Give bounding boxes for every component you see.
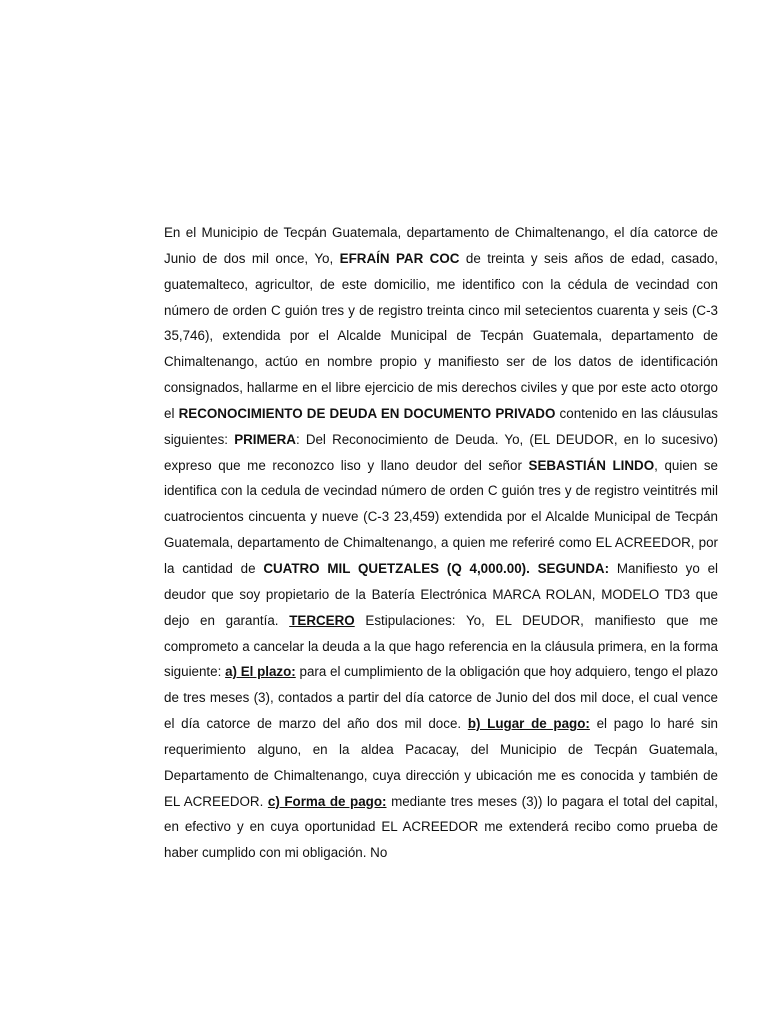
bold-text-segment: SEBASTIÁN LINDO <box>528 457 655 473</box>
text-segment: En el Municipio de Tecpán Guatemala, departamento de Chimaltenango, el día catorce de Junio de dos mil once, Yo, <box>164 225 718 266</box>
text-segment: para el cumplimiento de la obligación que hoy adquiero, tengo el plazo de tres meses (3), contados a partir del día catorce de Junio del dos mil doce, el cual vence el día catorce de marzo del año dos mil doce. <box>164 664 718 732</box>
text-segment: : Del Reconocimiento de Deuda. Yo, (EL DEUDOR, en lo sucesivo) expreso que me reconozco liso y llano deudor del señor <box>164 431 718 473</box>
document-body-paragraph <box>164 220 718 866</box>
bold-underlined-heading-segment: c) Forma de pago: <box>267 793 387 809</box>
text-segment: mediante tres meses (3)) lo pagara el total del capital, en efectivo y en cuya oportunidad EL ACREEDOR me extenderá recibo como prueba de haber cumplido con mi obligación. No <box>164 793 718 861</box>
text-segment: de treinta y seis años de edad, casado, guatemalteco, agricultor, de este domicilio, me identifico con la cédula de vecindad con número de orden C guión tres y de registro treinta cinco mil setecientos cuarenta y seis (C-3 35,746), extendida por el Alcalde Municipal de Tecpán Guatemala, departamento de Chimaltenango, actúo en nombre propio y manifiesto ser de los datos de identificación consignados, hallarme en el libre ejercicio de mis derechos civiles y que por este acto otorgo el <box>164 250 718 421</box>
text-segment: contenido en las cláusulas siguientes: <box>164 405 718 447</box>
bold-underlined-heading-segment: TERCERO <box>289 612 355 628</box>
text-segment: Manifiesto yo el deudor que soy propietario de la Batería Electrónica MARCA ROLAN, MODELO TD3 que dejo en garantía. <box>164 560 718 628</box>
bold-underlined-heading-segment: b) Lugar de pago: <box>467 716 590 732</box>
text-segment: Estipulaciones: Yo, EL DEUDOR, manifiesto que me comprometo a cancelar la deuda a la que hago referencia en la cláusula primera, en la forma siguiente: <box>164 612 718 680</box>
bold-text-segment: CUATRO MIL QUETZALES (Q 4,000.00). SEGUNDA: <box>263 560 610 576</box>
text-segment: , quien se identifica con la cedula de vecindad número de orden C guión tres y de registro veintitrés mil cuatrocientos cincuenta y nueve (C-3 23,459) extendida por el Alcalde Municipal de Tecpán Guatemala, departamento de Chimaltenango, a quien me referiré como EL ACREEDOR, por la cantidad de <box>164 457 718 576</box>
bold-text-segment: PRIMERA <box>234 431 296 447</box>
bold-text-segment: EFRAÍN PAR COC <box>339 250 460 266</box>
text-segment: el pago lo haré sin requerimiento alguno, en la aldea Pacacay, del Municipio de Tecpán Guatemala, Departamento de Chimaltenango, cuya dirección y ubicación me es conocida y también de EL ACREEDOR. <box>164 716 718 809</box>
bold-text-segment: RECONOCIMIENTO DE DEUDA EN DOCUMENTO PRIVADO <box>178 405 556 421</box>
bold-underlined-heading-segment: a) El plazo: <box>225 664 296 680</box>
